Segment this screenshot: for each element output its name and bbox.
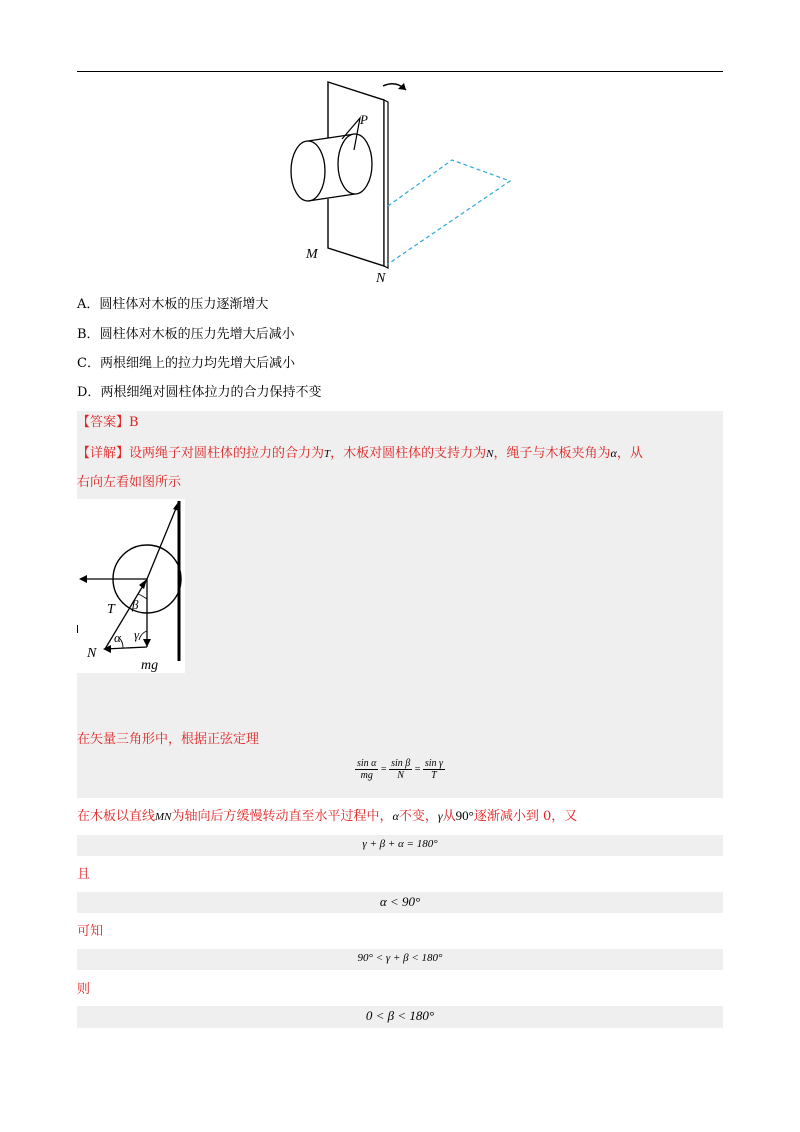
detail-line-2: 右向左看如图所示 xyxy=(77,475,182,490)
eq-beta-range: 0 < β < 180° xyxy=(365,1008,435,1023)
option-b[interactable]: B．圆柱体对木板的压力先增大后减小 xyxy=(77,327,295,342)
eq-angle-sum: γ + β + α = 180° xyxy=(362,838,438,850)
answer-line xyxy=(77,415,139,431)
option-d[interactable]: D．两根细绳对圆柱体拉力的合力保持不变 xyxy=(77,385,322,400)
fraction-gamma: $\frac{\text{sin γ}}{T}$ xyxy=(424,758,443,781)
label-then: 则 xyxy=(77,982,91,997)
label-n-force: N xyxy=(87,646,97,661)
detail-line-1: 【详解】设两绳子对圆柱体的拉力的合力为T，木板对圆柱体的支持力为N，绳子与木板夹角为α，从 xyxy=(77,446,643,461)
label-beta: β xyxy=(132,597,139,612)
option-a[interactable]: A．圆柱体对木板的压力逐渐增大 xyxy=(77,297,269,312)
header-rule xyxy=(77,71,723,72)
eq-alpha-lt-90: α < 90° xyxy=(379,894,421,909)
answer-tag: 【答案】 xyxy=(77,415,130,430)
option-c[interactable]: C．两根细绳上的拉力均先增大后减小 xyxy=(77,356,295,371)
answer-value: B xyxy=(129,415,139,430)
fraction-beta: $\frac{\text{sin β}}{N}$ xyxy=(391,758,411,781)
label-mg: mg xyxy=(141,658,159,673)
sine-law-equation: $\frac{\text{sin α}}{mg}$ = $\frac{\text{sin β}}{N}$ = $\frac{\text{sin γ}}{T}$ xyxy=(357,758,443,781)
rotation-line: 在木板以直线MN为轴向后方缓慢转动直至水平过程中，α不变，γ从90°逐渐减小到 0，又 xyxy=(77,808,578,824)
label-m: M xyxy=(306,247,318,262)
label-and: 且 xyxy=(77,867,91,882)
detail-tag: 【详解】 xyxy=(77,446,130,461)
label-gamma: γ xyxy=(134,627,140,642)
label-alpha: α xyxy=(114,630,121,645)
label-p: P xyxy=(360,112,368,127)
label-n: N xyxy=(376,271,386,286)
board-cylinder-figure xyxy=(280,76,530,286)
label-t: T xyxy=(107,602,115,617)
force-diagram-figure xyxy=(77,499,185,673)
eq-gamma-beta-range: 90° < γ + β < 180° xyxy=(357,952,443,964)
sine-law-intro: 在矢量三角形中，根据正弦定理 xyxy=(77,732,260,747)
fraction-alpha: $\frac{\text{sin α}}{mg}$ xyxy=(357,758,377,781)
label-know: 可知 xyxy=(77,924,104,939)
horizontal-plane-dashed xyxy=(388,160,510,264)
